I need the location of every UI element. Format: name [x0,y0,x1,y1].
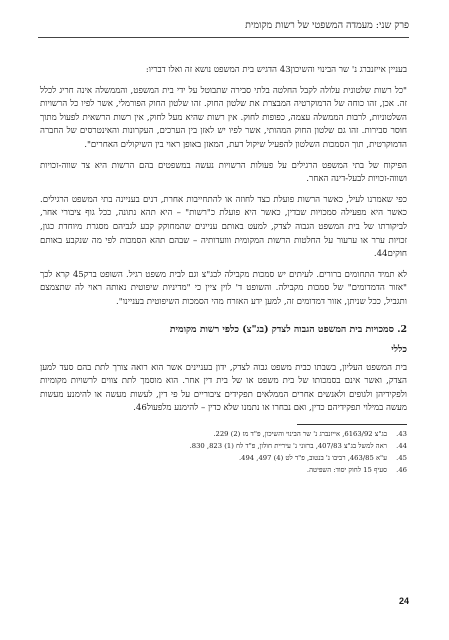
footnote-text: בג"צ 6163/92, אייזנברג נ' שר הבינוי והשיכון, פ"ד מז (2) 229. [213,429,387,438]
paragraph-oversight: הפיקוח של בתי המשפט הרגילים על פעולות הרשויות נעשה במשפטים בהם הרשות היא צד שווה-זכויות ושווה-זכויות לבעל-דינה האחר. [40,160,407,185]
section-heading: 2. סמכויות בית המשפט הגבוה לצדק (בג"צ) כלפי רשות מקומית [169,323,407,335]
footnotes [40,428,407,477]
running-title: פרק שני: מעמדה המשפטי של רשות מקומית [245,20,409,31]
page-number: 24 [398,596,409,606]
intro-paragraph: בעניין אייזנברג נ' שר הבינוי והשיכון43 הדגיש בית המשפט נושא זה ואלו דבריו: [145,65,407,75]
footnote [40,452,407,464]
footnote-text: סעיף 15 לחוק יסוד: השפיטה. [306,466,387,475]
footnote-divider [297,424,407,425]
footnote-text: ראה למשל בג"צ 407/83, ברזוני נ' עיריית חולון, פ"ד לח (1) 823, 830. [189,442,387,451]
running-header [38,20,409,38]
footnote-text: ע"א 463/85, רביבו נ' בנטוב, פ"ד לט (4) 497, 494. [238,454,387,463]
paragraph-high-court: בית המשפט העליון, בשבתו כבית משפט גבוה לצדק, ידון בעניינים אשר הוא רואה צורך לתת בהם סעד למען הצדק, ואשר אינם בסמכותו של בית משפט או של בית דין אחר. הוא מוסמך לתת צווים לרשויות מקומיות ולפקידיהן ולגופים ולאנשים אחרים הממלאים תפקידים ציבוריים על פי דין, לעשות מעשה או להימנע מעשות מעשה במילוי תפקידיהם כדין, ואם נבחרו או נתמנו שלא כדין – להימנע מלפעול46. [40,362,407,414]
footnote [40,440,407,452]
court-quote: "כל רשות שלטונית עלולה לקבל החלטה בלתי סבירה שתבוטל על ידי בית המשפט, והממשלה אינה חריג לכלל זה. אכן, זהו כוחה של הדמוקרטיה המבצרת את שלטון החוק. זהו שלטון החוק הפורמלי, אשר לפיו כל הרשויות השלטוניות, לרבות הממשלה עצמה, כפופות לחוק. אין רשות שהיא מעל לחוק, אין רשות הרשאית לפעול מתוך חוסר סבירות. זהו גם שלטון החוק המהותי, אשר לפיו יש לאזן בין הערכים, העקרונות והאינטרסים של החברה הדמוקרטית, תוך הסמכות השלטון להפעיל שיקול דעת, המאזן באופן ראוי בין השיקולים האחרים". [40,85,407,150]
footnote-number: 46. [396,466,407,475]
footnote-number: 44. [396,442,407,451]
subsection-heading: כללי [391,343,407,355]
footnote-number: 45. [396,454,407,463]
footnote-number: 43. [396,429,407,438]
paragraph-authority: כפי שאמרנו לעיל, כאשר הרשות פועלת כצד לחוזה או להתחייבות אחרת, דנים בעניינה בתי המשפט הרגילים. כאשר היא מפעילה סמכויות שבדין, כאשר היא פועלת כ"רשות" – היא תהא נתונה, ככל גוף ציבורי אחר, לביקורתו של בית המשפט הגבוה לצדק, למעט באותם עניינים שהמחוקק קבע לגביהם מסגרת מיוחדת כגון, זכויות ערר או ערעור על החלטות הרשות המקומית ווועדותיה – שבהם תהא הסמכות לפי מה שנקבע באותם חוקים44. [40,194,407,260]
page-content [40,64,407,477]
paragraph-twilight-zone: לא תמיד התחומים ברורים. לעיתים יש סמכות מקבילה לבג"צ וגם לבית משפט רגיל. השופט ברק45 קרא לכך "אזור הדמדומים" של סמכות מקבילה. והשופט ד' לוין ציין כי "מדיניות שיפוטית נאותה ראוי לה שתצמצם ותגביל, ככל שניתן, אזור דמדומים זה, למען ידע האזרח מהי הסמכות השיפוטית בעניינו". [40,269,407,307]
footnote [40,464,407,476]
footnote [40,428,407,440]
